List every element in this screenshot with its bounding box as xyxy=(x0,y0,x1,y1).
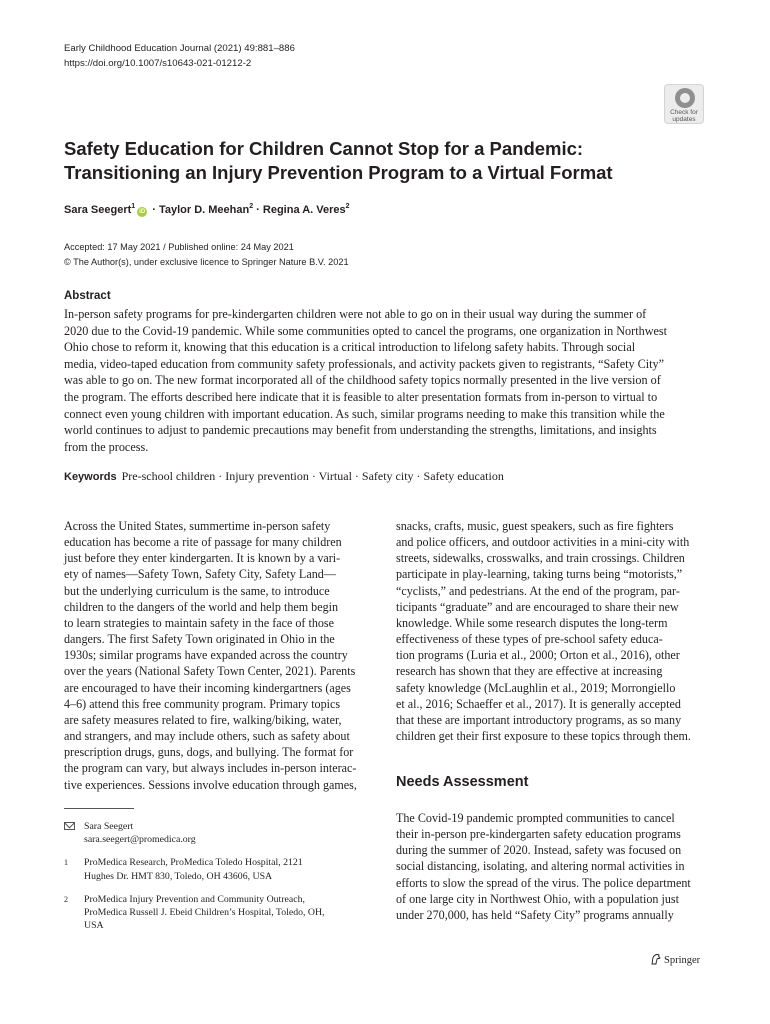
affiliation-line: ProMedica Injury Prevention and Community Outreach, xyxy=(84,893,305,905)
affiliation-line: USA xyxy=(84,920,104,932)
body-line: ety of names—Safety Town, Safety City, Safety Land— xyxy=(64,567,336,582)
body-line: efforts to slow the spread of the virus. The police department xyxy=(396,875,691,890)
affiliation-line: ProMedica Research, ProMedica Toledo Hospital, 2121 xyxy=(84,857,303,869)
abstract-heading: Abstract xyxy=(64,290,111,302)
author-affiliation-mark: 1 xyxy=(131,203,136,210)
corresponding-author xyxy=(64,820,376,846)
author-separator: · xyxy=(253,204,263,216)
body-line: that these are important introductory programs, as so many xyxy=(396,712,682,727)
affiliation-1 xyxy=(64,856,376,882)
footnotes xyxy=(64,820,376,932)
publisher-logo xyxy=(650,953,700,966)
affiliation-line: Hughes Dr. HMT 830, Toledo, OH 43606, USA xyxy=(84,870,273,882)
body-line: ticipants “graduate” and are encouraged to share their new xyxy=(396,599,679,614)
body-column-right xyxy=(396,518,708,744)
check-for-label: Check for xyxy=(670,109,698,116)
abstract-line: Ohio chose to reform it, knowing that this education is a critical introduction to lifelong safety habits. Through social xyxy=(64,340,636,355)
body-line: streets, sidewalks, crosswalks, and train crossings. Children xyxy=(396,551,685,566)
author-name: Regina A. Veres xyxy=(262,204,346,216)
body-line: research has shown that they are effective at increasing xyxy=(396,664,663,679)
body-line: under 270,000, has held “Safety City” programs annually xyxy=(396,907,674,922)
envelope-icon xyxy=(64,822,75,830)
abstract-line: In-person safety programs for pre-kindergarten children were not able to go on in their usual way during the summer of xyxy=(64,307,647,321)
publication-dates xyxy=(64,240,349,269)
author-separator: · xyxy=(149,204,159,216)
affiliation-2 xyxy=(64,893,376,933)
section-heading-needs-assessment: Needs Assessment xyxy=(396,774,529,790)
springer-horse-icon xyxy=(650,953,662,965)
body-line: are encouraged to have their incoming kindergartners (ages xyxy=(64,680,351,695)
author-list xyxy=(64,203,350,217)
body-line: during the summer of 2020. Instead, safety was focused on xyxy=(396,843,682,858)
body-line: The Covid-19 pandemic prompted communities to cancel xyxy=(396,811,675,825)
body-line: the program can vary, but always includes in-person interac- xyxy=(64,761,357,776)
keywords-list: Pre-school children · Injury prevention · Virtual · Safety city · Safety education xyxy=(121,469,504,483)
body-line: dangers. The first Safety Town originated in Ohio in the xyxy=(64,632,335,647)
publisher-name: Springer xyxy=(664,955,701,966)
body-line: of one large city in Northwest Ohio, with a population just xyxy=(396,891,679,906)
body-line: prescription drugs, guns, dogs, and bullying. The format for xyxy=(64,745,354,760)
journal-header xyxy=(64,41,295,71)
body-line: snacks, crafts, music, guest speakers, such as fire fighters xyxy=(396,519,674,533)
body-line: 4–6) attend this free community program. Primary topics xyxy=(64,696,341,711)
body-line: tive experiences. Sessions involve education through games, xyxy=(64,777,357,792)
body-line: to learn strategies to maintain safety in the face of those xyxy=(64,615,334,630)
contact-email[interactable]: sara.seegert@promedica.org xyxy=(84,834,196,846)
journal-citation: Early Childhood Education Journal (2021) 49:881–886 xyxy=(64,43,295,54)
body-line: but the underlying curriculum is the same, to introduce xyxy=(64,583,330,598)
body-line: effectiveness of these types of pre-school safety educa- xyxy=(396,632,663,647)
abstract-line: connect even young children with important education. As such, similar programs needing to make this transition while the xyxy=(64,406,665,421)
footnote-divider xyxy=(64,808,134,809)
accepted-published-dates: Accepted: 17 May 2021 / Published online: 24 May 2021 xyxy=(64,242,294,252)
abstract-line: was able to go on. The new format incorporated all of the childhood safety topics normally presented in the live version of xyxy=(64,373,661,388)
copyright-notice: © The Author(s), under exclusive licence to Springer Nature B.V. 2021 xyxy=(64,256,349,267)
body-line: education has become a rite of passage for many children xyxy=(64,535,342,550)
author-name: Sara Seegert xyxy=(64,204,132,216)
body-line: social distancing, isolating, and altering normal activities in xyxy=(396,859,685,874)
body-line: safety knowledge (McLaughlin et al., 2019; Morrongiello xyxy=(396,680,676,695)
abstract-line: 2020 due to the Covid-19 pandemic. While some communities opted to cancel the programs, one organization in Northwest xyxy=(64,323,668,338)
needs-assessment-body xyxy=(396,810,708,923)
body-line: participate in play-learning, taking turns being “motorists,” xyxy=(396,567,683,582)
author-affiliation-mark: 2 xyxy=(249,203,254,210)
abstract-line: from the process. xyxy=(64,439,149,454)
body-line: children to the dangers of the world and help them begin xyxy=(64,599,339,614)
body-line: 1930s; similar programs have expanded across the country xyxy=(64,648,348,663)
body-line: tion programs (Luria et al., 2000; Orton et al., 2016), other xyxy=(396,648,680,663)
body-line: are safety measures related to fire, walking/biking, water, xyxy=(64,712,342,727)
body-line: et al., 2016; Schaeffer et al., 2017). It is generally accepted xyxy=(396,696,681,711)
paper-title xyxy=(64,137,704,185)
keywords xyxy=(64,469,504,484)
keywords-label: Keywords xyxy=(64,471,117,483)
title-line-1: Safety Education for Children Cannot Stop for a Pandemic: xyxy=(64,138,584,159)
check-for-updates-icon[interactable] xyxy=(664,84,704,124)
updates-label: updates xyxy=(672,116,696,123)
body-line: and strangers, and may include others, such as safety about xyxy=(64,729,350,744)
affiliation-line: ProMedica Russell J. Ebeid Children’s Hospital, Toledo, OH, xyxy=(84,907,325,919)
affiliation-mark: 1 xyxy=(64,858,68,868)
abstract-line: the program. The efforts described here indicate that it is feasible to alter presentation formats from in-person to virtual to xyxy=(64,389,658,404)
title-line-2: Transitioning an Injury Prevention Program to a Virtual Format xyxy=(64,162,613,183)
body-line: and police officers, and outdoor activities in a mini-city with xyxy=(396,535,690,550)
body-line: over the years (National Safety Town Center, 2021). Parents xyxy=(64,664,356,679)
doi-link[interactable]: https://doi.org/10.1007/s10643-021-01212-2 xyxy=(64,58,252,69)
author-name: Taylor D. Meehan xyxy=(158,204,250,216)
body-column-left xyxy=(64,518,376,793)
abstract-body xyxy=(64,306,706,455)
abstract-line: media, video-taped education from community safety professionals, and activity packets given to registrants, “Safety City” xyxy=(64,356,665,371)
body-line: Across the United States, summertime in-person safety xyxy=(64,519,331,533)
body-line: just before they enter kindergarten. It is known by a vari- xyxy=(64,551,341,566)
body-line: children get their first exposure to these topics through them. xyxy=(396,729,691,744)
affiliation-mark: 2 xyxy=(64,894,68,904)
body-line: “cyclists,” and pedestrians. At the end of the program, par- xyxy=(396,583,680,598)
orcid-icon[interactable]: iD xyxy=(139,209,146,215)
body-line: their in-person pre-kindergarten safety education programs xyxy=(396,827,681,842)
body-line: knowledge. While some research disputes the long-term xyxy=(396,615,668,630)
author-affiliation-mark: 2 xyxy=(345,203,350,210)
contact-name: Sara Seegert xyxy=(84,821,134,832)
abstract-line: world continues to adjust to pandemic precautions may benefit from understanding the strengths, limitations, and insights xyxy=(64,423,657,438)
